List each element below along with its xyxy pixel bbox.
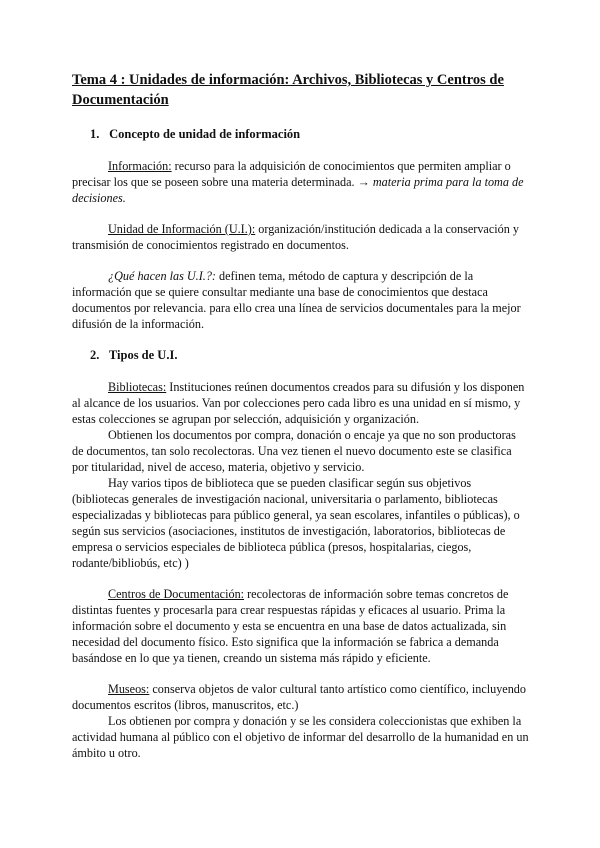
definition-text: Instituciones reúnen documentos creados para su difusión y los disponen al alcance de los usuarios. Van por colecciones pero cada libro es una unidad en sí mismo, y estas colecciones se agrupan por selección, adquisición y organización. (72, 380, 525, 426)
paragraph-bibliotecas (72, 379, 530, 427)
section-number: 1. (90, 127, 100, 141)
section-title: Tipos de U.I. (108, 348, 178, 362)
section-title: Concepto de unidad de información (109, 127, 301, 141)
term-bibliotecas: Bibliotecas: (108, 380, 167, 394)
definition-text: conserva objetos de valor cultural tanto artístico como científico, incluyendo documentos escritos (libros, manuscritos, etc.) (72, 682, 526, 712)
definition-text: recolectoras de información sobre temas concretos de distintas fuentes y procesarla para crear respuestas rápidas y eficaces al usuario. Prima la información sobre el documento y esta se encuentra en una base de datos actualizada, sin necesidad del documento físico. Esto significa que la información se fabrica a demanda basándose en lo que ya tienen, creando un sistema más rápido y eficiente. (72, 587, 509, 665)
question-lead: ¿Qué hacen las U.I.?: (108, 269, 216, 283)
term-centros-documentacion: Centros de Documentación: (108, 587, 245, 601)
paragraph-museos-obtencion: Los obtienen por compra y donación y se les considera coleccionistas que exhiben la actividad humana al público con el objetivo de informar del desarrollo de la humanidad en un ámbito u otro. (72, 714, 529, 760)
paragraph-que-hacen (72, 268, 530, 332)
paragraph-bibliotecas-obtencion: Obtienen los documentos por compra, donación o encaje ya que no son productoras de documentos, tan solo recolectoras. Una vez tienen el nuevo documento este se clasifica por titularidad, nivel de acceso, materia, objetivo y servicio. (72, 428, 516, 474)
paragraph-museos (72, 681, 530, 713)
section-heading-2 (72, 347, 530, 363)
definition-italic-tail: materia prima para la toma de decisiones. (72, 175, 524, 205)
term-museos: Museos: (108, 682, 150, 696)
definition-text: organización/institución dedicada a la conservación y transmisión de conocimientos registrado en documentos. (72, 222, 519, 252)
paragraph-informacion (72, 158, 530, 206)
section-heading-1 (72, 126, 530, 142)
paragraph-unidad-informacion (72, 221, 530, 253)
definition-text: recurso para la adquisición de conocimientos que permiten ampliar o precisar los que se poseen sobre una materia determinada. → (72, 159, 511, 189)
definition-text: definen tema, método de captura y descripción de la información que se quiere consultar mediante una base de conocimientos que destaca documentos por relevancia. para ello crea una línea de servicios documentales para la mejor difusión de la información. (72, 269, 521, 331)
section-number: 2. (90, 348, 100, 362)
document-page (72, 70, 530, 761)
paragraph-centros-documentacion (72, 586, 530, 666)
term-unidad-informacion: Unidad de Información (U.I.): (108, 222, 256, 236)
term-informacion: Información: (108, 159, 172, 173)
paragraph-bibliotecas-tipos: Hay varios tipos de biblioteca que se pueden clasificar según sus objetivos (bibliotecas generales de investigación nacional, universitaria o parlamento, bibliotecas especializadas y bibliotecas para público general, ya sean escolares, infantiles o públicas), o según sus servicios (asociaciones, institutos de investigación, laboratorios, bibliotecas de empresa o servicios especiales de biblioteca pública (presos, hospitalarias, ciegos, rodante/bibliobús, etc) ) (72, 476, 520, 570)
page-title: Tema 4 : Unidades de información: Archivos, Bibliotecas y Centros de Documentación (72, 72, 504, 108)
